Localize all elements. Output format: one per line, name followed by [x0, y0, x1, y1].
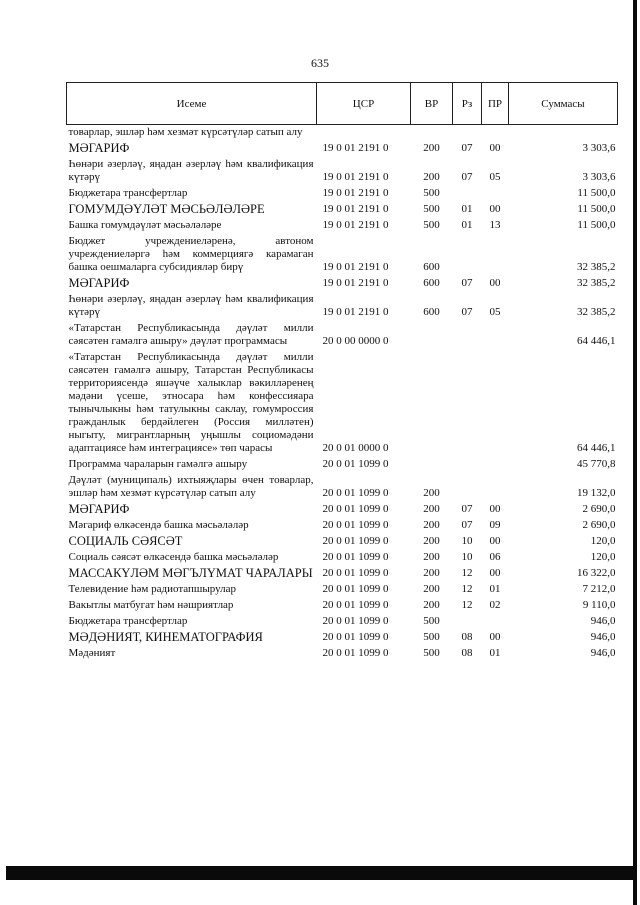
cell-pr: 02	[489, 599, 501, 611]
cell-rz: 07	[461, 306, 473, 318]
cell-vr: 600	[423, 261, 440, 273]
table-row	[67, 141, 618, 157]
cell-name: Бюджет учреждениеләренә, автоном учреждениеләргә һәм коммерциягә карамаган башка оешмаларга субсидияләр бирү	[68, 235, 314, 273]
cell-sum: 946,0	[590, 631, 616, 643]
cell-pr: 01	[489, 647, 501, 659]
cell-rz: 08	[461, 631, 473, 643]
cell-csr: 19 0 01 2191 0	[322, 306, 389, 318]
cell-csr: 20 0 00 0000 0	[322, 335, 389, 347]
budget-table	[66, 82, 618, 662]
cell-sum: 64 446,1	[577, 442, 616, 454]
table-row	[67, 598, 618, 614]
header-vr: ВР	[411, 83, 453, 125]
cell-vr: 200	[423, 503, 440, 515]
page-number: 635	[311, 56, 329, 70]
cell-name: СОЦИАЛЬ СӘЯСӘТ	[68, 534, 183, 548]
table-row	[67, 350, 618, 457]
table-row	[67, 582, 618, 598]
cell-rz	[453, 614, 482, 630]
cell-csr: 19 0 01 2191 0	[322, 261, 389, 273]
table-header	[67, 83, 618, 125]
cell-pr: 00	[489, 277, 501, 289]
cell-csr: 20 0 01 1099 0	[322, 487, 389, 499]
header-pr: ПР	[482, 83, 509, 125]
cell-sum: 11 500,0	[577, 219, 616, 231]
cell-csr	[317, 125, 411, 142]
cell-sum: 3 303,6	[582, 171, 616, 183]
cell-name: Мәгариф өлкәсендә башка мәсьәләләр	[68, 519, 249, 531]
table-body	[67, 125, 618, 663]
cell-pr	[482, 350, 509, 457]
cell-csr: 20 0 01 1099 0	[322, 615, 389, 627]
table-row	[67, 614, 618, 630]
cell-csr: 20 0 01 1099 0	[322, 599, 389, 611]
cell-vr: 200	[423, 599, 440, 611]
cell-name: Һөнәри әзерләү, яңадан әзерләү һәм квалификация күтәрү	[68, 293, 314, 318]
cell-vr: 200	[423, 142, 440, 154]
table-row	[67, 518, 618, 534]
table-row	[67, 630, 618, 646]
cell-vr: 500	[423, 203, 440, 215]
cell-csr: 20 0 01 1099 0	[322, 458, 389, 470]
cell-name: Телевидение һәм радиотапшырулар	[68, 583, 237, 595]
cell-pr: 00	[489, 142, 501, 154]
table-row	[67, 125, 618, 142]
cell-csr: 20 0 01 1099 0	[322, 551, 389, 563]
cell-name: Бюджетара трансфертлар	[68, 187, 188, 199]
cell-rz: 07	[461, 277, 473, 289]
cell-csr: 20 0 01 1099 0	[322, 647, 389, 659]
cell-vr: 200	[423, 535, 440, 547]
cell-csr: 19 0 01 2191 0	[322, 142, 389, 154]
cell-sum: 7 212,0	[582, 583, 616, 595]
cell-csr: 20 0 01 1099 0	[322, 631, 389, 643]
cell-vr: 200	[423, 519, 440, 531]
cell-rz	[453, 186, 482, 202]
cell-name: Һөнәри әзерләү, яңадан әзерләү һәм квалификация күтәрү	[68, 158, 314, 183]
cell-rz: 12	[461, 599, 473, 611]
cell-name: МӘГАРИФ	[68, 502, 130, 516]
cell-name: Социаль сәясәт өлкәсендә башка мәсьәләләр	[68, 551, 279, 563]
cell-csr: 20 0 01 1099 0	[322, 535, 389, 547]
cell-sum: 2 690,0	[582, 519, 616, 531]
cell-sum: 19 132,0	[577, 487, 616, 499]
cell-name: «Татарстан Республикасында дәүләт милли сәясәтен гамәлгә ашыру, Татарстан Республикасы территориясендә яшәүче халыклар вәкилләренең мәдәни үсеше, этносара һәм конфессияара тынычлыкны һәм татулыкны саклау, гомумроссия гражданлык бердәйлеген (Россия милләтен) ныгыту, мигрантларның уңышлы социомәдәни адаптациясе һәм интеграциясе» төп чарасы	[68, 351, 314, 454]
cell-vr: 500	[423, 615, 440, 627]
cell-vr	[411, 125, 453, 142]
cell-pr	[482, 321, 509, 350]
cell-vr	[411, 350, 453, 457]
table-row	[67, 534, 618, 550]
cell-name: Бюджетара трансфертлар	[68, 615, 188, 627]
cell-pr: 01	[489, 583, 501, 595]
cell-rz: 12	[461, 567, 473, 579]
cell-rz	[453, 234, 482, 276]
cell-vr: 200	[423, 567, 440, 579]
table-row	[67, 218, 618, 234]
cell-pr: 00	[489, 503, 501, 515]
table-row	[67, 292, 618, 321]
table-row	[67, 473, 618, 502]
cell-name: товарлар, эшләр һәм хезмәт күрсәтүләр сатып алу	[68, 126, 303, 138]
cell-name: Программа чараларын гамәлгә ашыру	[68, 458, 248, 470]
cell-rz: 01	[461, 219, 473, 231]
cell-rz	[453, 473, 482, 502]
cell-pr	[482, 186, 509, 202]
cell-csr: 20 0 01 0000 0	[322, 442, 389, 454]
cell-rz	[453, 350, 482, 457]
cell-vr: 500	[423, 219, 440, 231]
table-row	[67, 457, 618, 473]
table-row	[67, 234, 618, 276]
cell-sum: 32 385,2	[577, 277, 616, 289]
table-row	[67, 202, 618, 218]
cell-rz: 07	[461, 519, 473, 531]
cell-sum: 64 446,1	[577, 335, 616, 347]
cell-pr	[482, 473, 509, 502]
cell-sum: 120,0	[590, 551, 616, 563]
cell-rz	[453, 457, 482, 473]
cell-pr: 06	[489, 551, 501, 563]
cell-csr: 20 0 01 1099 0	[322, 567, 389, 579]
cell-csr: 20 0 01 1099 0	[322, 519, 389, 531]
table-row	[67, 321, 618, 350]
scan-right-border	[633, 0, 637, 905]
cell-rz: 10	[461, 535, 473, 547]
cell-vr: 200	[423, 583, 440, 595]
cell-pr: 05	[489, 306, 501, 318]
cell-name: Башка гомумдәүләт мәсьәләләре	[68, 219, 222, 231]
header-sum: Суммасы	[509, 83, 618, 125]
cell-csr: 19 0 01 2191 0	[322, 187, 389, 199]
table-row	[67, 276, 618, 292]
cell-rz: 01	[461, 203, 473, 215]
cell-rz: 07	[461, 142, 473, 154]
header-csr: ЦСР	[317, 83, 411, 125]
cell-pr: 05	[489, 171, 501, 183]
cell-pr: 09	[489, 519, 501, 531]
cell-sum: 32 385,2	[577, 306, 616, 318]
cell-name: МӘГАРИФ	[68, 276, 130, 290]
cell-pr	[482, 125, 509, 142]
cell-csr: 19 0 01 2191 0	[322, 203, 389, 215]
cell-name: «Татарстан Республикасында дәүләт милли сәясәтен гамәлгә ашыру» дәүләт программасы	[68, 322, 314, 347]
table-row	[67, 502, 618, 518]
cell-vr: 500	[423, 187, 440, 199]
cell-name: Дәүләт (муниципаль) ихтыяҗлары өчен товарлар, эшләр һәм хезмәт күрсәтүләр сатып алу	[68, 474, 314, 499]
header-rz: Рз	[453, 83, 482, 125]
cell-vr: 600	[423, 277, 440, 289]
cell-sum: 946,0	[590, 615, 616, 627]
cell-vr: 200	[423, 551, 440, 563]
cell-sum: 11 500,0	[577, 203, 616, 215]
cell-vr: 200	[423, 487, 440, 499]
cell-rz: 07	[461, 171, 473, 183]
cell-vr	[411, 457, 453, 473]
cell-csr: 19 0 01 2191 0	[322, 219, 389, 231]
cell-pr	[482, 234, 509, 276]
cell-name: ГОМУМДӘҮЛӘТ МӘСЬӘЛӘЛӘРЕ	[68, 202, 265, 216]
table-row	[67, 186, 618, 202]
cell-vr	[411, 321, 453, 350]
cell-csr: 19 0 01 2191 0	[322, 171, 389, 183]
cell-sum: 16 322,0	[577, 567, 616, 579]
cell-pr	[482, 614, 509, 630]
cell-sum: 3 303,6	[582, 142, 616, 154]
table-row	[67, 550, 618, 566]
cell-sum	[509, 125, 618, 142]
cell-pr: 13	[489, 219, 501, 231]
cell-pr: 00	[489, 535, 501, 547]
cell-sum: 9 110,0	[582, 599, 616, 611]
cell-rz: 07	[461, 503, 473, 515]
cell-rz: 10	[461, 551, 473, 563]
cell-vr: 500	[423, 631, 440, 643]
cell-name: МАССАКҮЛӘМ МӘГЪЛҮМАТ ЧАРАЛАРЫ	[68, 566, 313, 580]
table-row	[67, 566, 618, 582]
cell-sum: 946,0	[590, 647, 616, 659]
cell-sum: 11 500,0	[577, 187, 616, 199]
cell-sum: 120,0	[590, 535, 616, 547]
cell-name: Мәдәният	[68, 647, 116, 659]
cell-csr: 19 0 01 2191 0	[322, 277, 389, 289]
cell-vr: 600	[423, 306, 440, 318]
cell-sum: 2 690,0	[582, 503, 616, 515]
header-name: Исеме	[67, 83, 317, 125]
cell-rz: 08	[461, 647, 473, 659]
cell-name: МӘГАРИФ	[68, 141, 130, 155]
cell-pr	[482, 457, 509, 473]
cell-pr: 00	[489, 567, 501, 579]
table-row	[67, 646, 618, 662]
cell-name: МӘДӘНИЯТ, КИНЕМАТОГРАФИЯ	[68, 630, 263, 644]
cell-sum: 45 770,8	[577, 458, 616, 470]
cell-rz: 12	[461, 583, 473, 595]
cell-vr: 500	[423, 647, 440, 659]
cell-rz	[453, 321, 482, 350]
scan-bottom-border	[6, 866, 636, 880]
table-row	[67, 157, 618, 186]
cell-pr: 00	[489, 203, 501, 215]
cell-sum: 32 385,2	[577, 261, 616, 273]
cell-name: Вакытлы матбугат һәм нәшриятлар	[68, 599, 234, 611]
cell-vr: 200	[423, 171, 440, 183]
cell-csr: 20 0 01 1099 0	[322, 583, 389, 595]
cell-pr: 00	[489, 631, 501, 643]
cell-csr: 20 0 01 1099 0	[322, 503, 389, 515]
cell-rz	[453, 125, 482, 142]
